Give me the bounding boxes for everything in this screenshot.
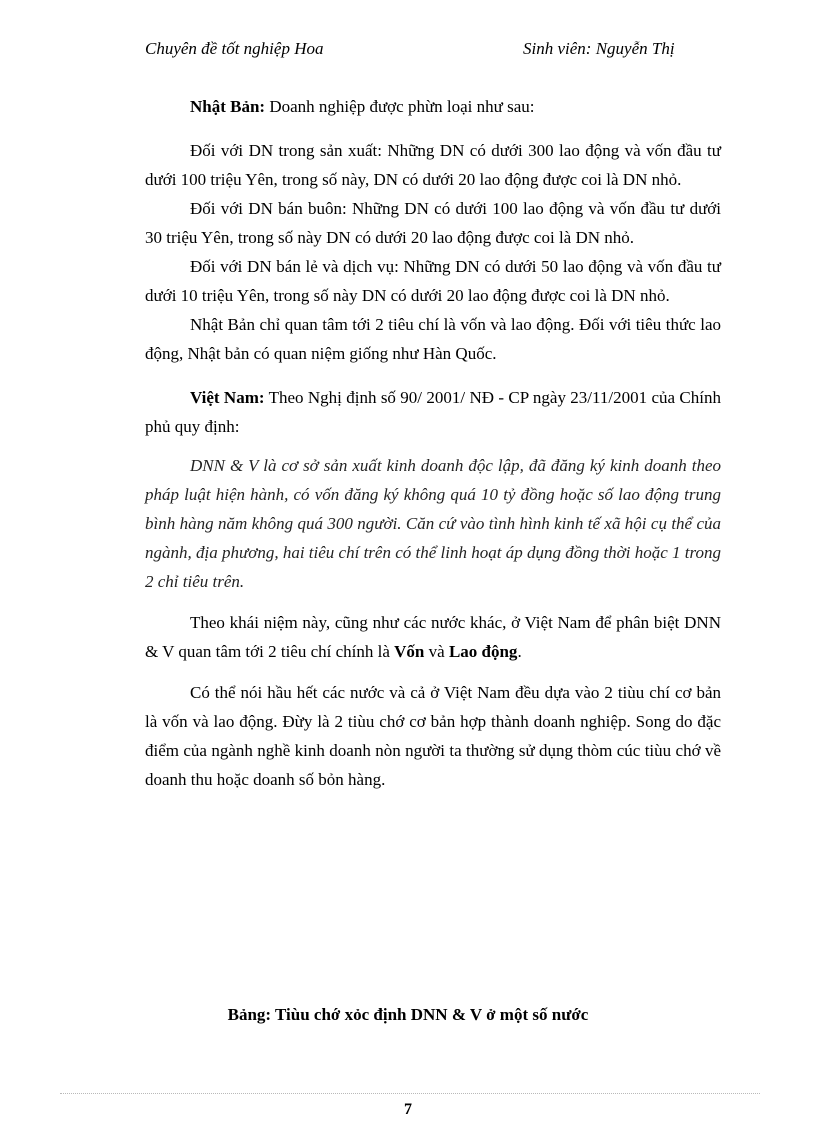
japan-paragraph-4: Nhật Bản chỉ quan tâm tới 2 tiêu chí là vốn và lao động. Đối với tiêu thức lao động, Nhật bản có quan niệm giống như Hàn Quốc.	[145, 315, 721, 363]
header-right: Sinh viên: Nguyễn Thị	[523, 39, 675, 58]
vietnam-paragraph-1: Theo khái niệm này, cũng như các nước khác, ở Việt Nam để phân biệt DNN & V quan tâm tới 2 tiêu chí chính là Vốn và Lao động.	[145, 613, 721, 661]
japan-paragraph-3: Đối với DN bán lẻ và dịch vụ: Những DN có dưới 50 lao động và vốn đầu tư dưới 10 triệu Yên, trong số này DN có dưới 20 lao động được coi là DN nhỏ.	[145, 257, 721, 305]
japan-paragraph-2: Đối với DN bán buôn: Những DN có dưới 100 lao động và vốn đầu tư dưới 30 triệu Yên, trong số này DN có dưới 20 lao động được coi là DN nhỏ.	[145, 199, 721, 247]
page-number: 7	[404, 1101, 412, 1118]
header-left: Chuyên đề tốt nghiệp Hoa	[145, 39, 324, 58]
vietnam-label: Việt Nam:	[190, 388, 265, 407]
japan-paragraph-1: Đối với DN trong sản xuất: Những DN có dưới 300 lao động và vốn đầu tư dưới 100 triệu Yên, trong số này, DN có dưới 20 lao động được coi là DN nhỏ.	[145, 141, 721, 189]
vietnam-intro: Việt Nam: Theo Nghị định số 90/ 2001/ NĐ - CP ngày 23/11/2001 của Chính phủ quy định:	[145, 388, 721, 436]
japan-label: Nhật Bản:	[190, 97, 266, 116]
vietnam-quote: DNN & V là cơ sở sản xuất kinh doanh độc lập, đã đăng ký kinh doanh theo pháp luật hiện hành, có vốn đăng ký không quá 10 tỷ đồng hoặc số lao động trung bình hàng năm không quá 300 người. Căn cứ vào tình hình kinh tế xã hội cụ thể của ngành, địa phương, hai tiêu chí trên có thể linh hoạt áp dụng đồng thời hoặc 1 trong 2 chỉ tiêu trên.	[145, 456, 721, 591]
table-title: Bảng: Tiùu chớ xỏc định DNN & V ở một số nước	[227, 1005, 589, 1024]
page-header	[145, 38, 705, 82]
footer-divider	[60, 1093, 760, 1094]
vietnam-paragraph-2: Có thể nói hầu hết các nước và cả ở Việt Nam đều dựa vào 2 tiùu chí cơ bản là vốn và lao động. Đừy là 2 tiùu chớ cơ bản hợp thành doanh nghiệp. Song do đặc điểm của ngành nghề kinh doanh nòn người ta thường sử dụng thòm cúc tiùu chớ về doanh thu hoặc doanh số bỏn hàng.	[145, 683, 721, 789]
document-body	[145, 92, 721, 794]
japan-intro: Nhật Bản: Doanh nghiệp được phừn loại như sau:	[190, 97, 535, 116]
